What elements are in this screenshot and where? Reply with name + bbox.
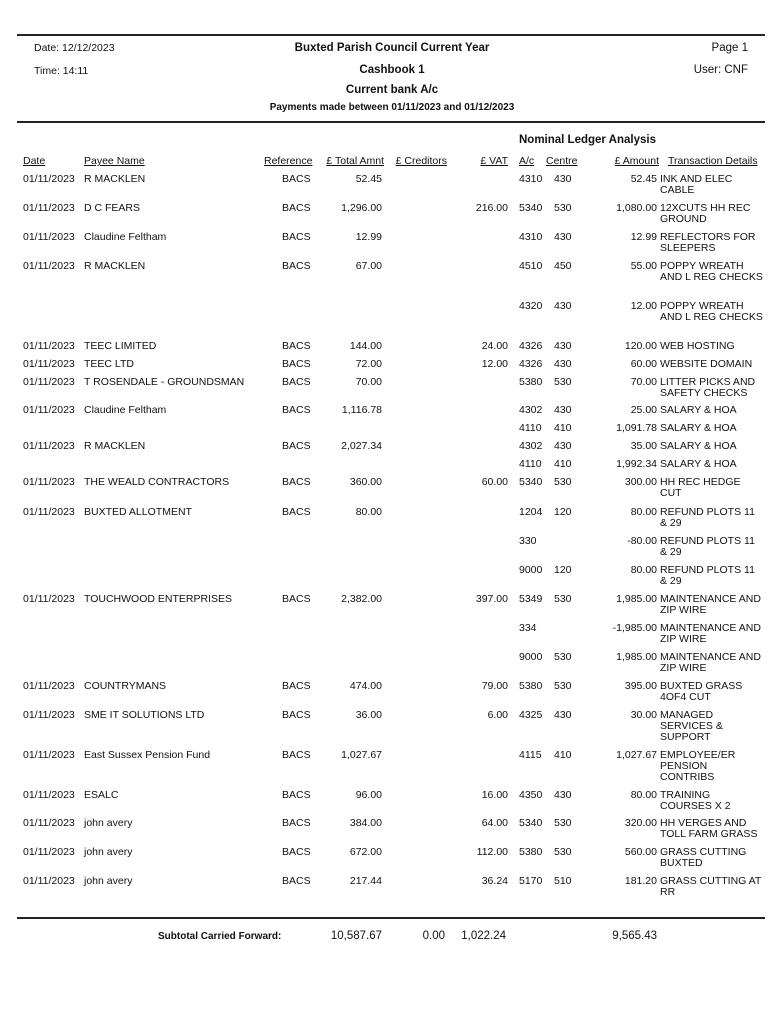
row-details: REFUND PLOTS 11 & 29: [660, 564, 755, 587]
row-reference: BACS: [282, 340, 311, 352]
col-header-amount: £ Amount: [614, 155, 659, 167]
row-reference: BACS: [282, 506, 311, 518]
report-time: Time: 14:11: [34, 65, 89, 77]
row-total: 2,027.34: [341, 440, 382, 452]
row-total: 72.00: [355, 358, 382, 370]
row-centre: 430: [554, 404, 572, 416]
row-amount: 300.00: [624, 476, 657, 488]
col-header-centre: Centre: [546, 155, 578, 167]
row-payee: Claudine Feltham: [84, 231, 167, 243]
report-user: User: CNF: [693, 64, 748, 76]
row-amount: 1,992.34: [616, 458, 657, 470]
row-ac: 330: [519, 535, 537, 547]
col-header-creditors: £ Creditors: [395, 155, 447, 167]
row-amount: 70.00: [630, 376, 657, 388]
row-total: 2,382.00: [341, 593, 382, 605]
row-vat: 16.00: [481, 789, 508, 801]
row-total: 474.00: [349, 680, 382, 692]
row-date: 01/11/2023: [23, 202, 75, 214]
row-reference: BACS: [282, 749, 311, 761]
row-amount: 1,091.78: [616, 422, 657, 434]
row-amount: 80.00: [630, 506, 657, 518]
row-total: 12.99: [355, 231, 382, 243]
row-details: BUXTED GRASS 4OF4 CUT: [660, 680, 743, 703]
row-centre: 530: [554, 817, 572, 829]
row-amount: 30.00: [630, 709, 657, 721]
row-reference: BACS: [282, 789, 311, 801]
row-details: SALARY & HOA: [660, 440, 737, 452]
row-ac: 5340: [519, 476, 543, 488]
row-total: 672.00: [349, 846, 382, 858]
row-centre: 430: [554, 709, 572, 721]
report-subtitle: Cashbook 1: [359, 64, 425, 76]
row-amount: 80.00: [630, 564, 657, 576]
row-amount: 1,027.67: [616, 749, 657, 761]
row-amount: 395.00: [624, 680, 657, 692]
row-details: 12XCUTS HH REC GROUND: [660, 202, 751, 225]
row-vat: 60.00: [481, 476, 508, 488]
row-details: MAINTENANCE AND ZIP WIRE: [660, 651, 761, 674]
footer-rule: [17, 917, 765, 919]
col-header-total: £ Total Amnt: [326, 155, 384, 167]
row-reference: BACS: [282, 173, 311, 185]
row-ac: 4310: [519, 173, 543, 185]
row-ac: 4310: [519, 231, 543, 243]
row-vat: 6.00: [487, 709, 508, 721]
subtotal-creditors: 0.00: [422, 930, 445, 942]
report-account: Current bank A/c: [345, 84, 439, 96]
row-date: 01/11/2023: [23, 593, 75, 605]
row-details: POPPY WREATH AND L REG CHECKS: [660, 300, 763, 323]
row-total: 70.00: [355, 376, 382, 388]
row-reference: BACS: [282, 231, 311, 243]
row-details: MAINTENANCE AND ZIP WIRE: [660, 622, 761, 645]
row-amount: 80.00: [630, 789, 657, 801]
row-vat: 12.00: [481, 358, 508, 370]
row-ac: 5380: [519, 680, 543, 692]
row-date: 01/11/2023: [23, 476, 75, 488]
row-total: 384.00: [349, 817, 382, 829]
row-reference: BACS: [282, 376, 311, 388]
row-details: GRASS CUTTING AT RR: [660, 875, 762, 898]
row-payee: R MACKLEN: [84, 440, 146, 452]
row-ac: 4302: [519, 404, 543, 416]
row-details: SALARY & HOA: [660, 404, 737, 416]
row-centre: 430: [554, 789, 572, 801]
row-ac: 4326: [519, 358, 543, 370]
row-total: 144.00: [349, 340, 382, 352]
row-payee: SME IT SOLUTIONS LTD: [84, 709, 205, 721]
row-ac: 4110: [519, 458, 542, 470]
row-ac: 4325: [519, 709, 543, 721]
row-ac: 5380: [519, 846, 543, 858]
row-reference: BACS: [282, 817, 311, 829]
row-payee: R MACKLEN: [84, 173, 146, 185]
row-amount: 35.00: [630, 440, 657, 452]
row-reference: BACS: [282, 680, 311, 692]
col-header-date: Date: [23, 155, 46, 167]
row-ac: 5340: [519, 817, 543, 829]
row-centre: 120: [554, 564, 572, 576]
row-details: MAINTENANCE AND ZIP WIRE: [660, 593, 761, 616]
row-ac: 4320: [519, 300, 543, 312]
page-number: Page 1: [711, 42, 748, 54]
row-details: WEB HOSTING: [660, 340, 735, 352]
row-payee: john avery: [84, 817, 133, 829]
row-date: 01/11/2023: [23, 846, 75, 858]
col-header-vat: £ VAT: [480, 155, 508, 167]
row-centre: 510: [554, 875, 572, 887]
row-details: POPPY WREATH AND L REG CHECKS: [660, 260, 763, 283]
row-ac: 5340: [519, 202, 543, 214]
row-amount: 320.00: [624, 817, 657, 829]
row-vat: 397.00: [475, 593, 508, 605]
row-amount: 181.20: [624, 875, 657, 887]
row-date: 01/11/2023: [23, 358, 75, 370]
row-amount: 25.00: [630, 404, 657, 416]
row-amount: 120.00: [624, 340, 657, 352]
row-amount: 12.99: [630, 231, 657, 243]
row-payee: COUNTRYMANS: [84, 680, 167, 692]
report-title: Buxted Parish Council Current Year: [294, 42, 490, 54]
row-ac: 4115: [519, 749, 542, 761]
row-details: SALARY & HOA: [660, 422, 737, 434]
section-title: Nominal Ledger Analysis: [519, 134, 656, 146]
row-details: HH VERGES AND TOLL FARM GRASS: [660, 817, 758, 840]
row-details: HH REC HEDGE CUT: [660, 476, 741, 499]
row-total: 1,116.78: [341, 404, 382, 416]
row-amount: 52.45: [630, 173, 657, 185]
row-details: WEBSITE DOMAIN: [660, 358, 753, 370]
row-date: 01/11/2023: [23, 340, 75, 352]
row-ac: 4510: [519, 260, 543, 272]
row-centre: 120: [554, 506, 572, 518]
row-details: MANAGED SERVICES & SUPPORT: [660, 709, 723, 743]
row-date: 01/11/2023: [23, 376, 75, 388]
row-centre: 530: [554, 680, 572, 692]
row-details: REFUND PLOTS 11 & 29: [660, 535, 755, 558]
row-centre: 430: [554, 340, 572, 352]
row-amount: 1,985.00: [616, 593, 657, 605]
row-centre: 430: [554, 358, 572, 370]
row-centre: 530: [554, 476, 572, 488]
row-amount: -1,985.00: [612, 622, 657, 634]
row-payee: TEEC LIMITED: [84, 340, 157, 352]
row-reference: BACS: [282, 846, 311, 858]
row-reference: BACS: [282, 358, 311, 370]
row-reference: BACS: [282, 404, 311, 416]
row-amount: -80.00: [627, 535, 657, 547]
row-centre: 530: [554, 593, 572, 605]
row-centre: 410: [554, 749, 572, 761]
row-date: 01/11/2023: [23, 680, 75, 692]
row-total: 360.00: [349, 476, 382, 488]
row-reference: BACS: [282, 476, 311, 488]
row-centre: 430: [554, 231, 572, 243]
row-total: 52.45: [355, 173, 382, 185]
row-centre: 530: [554, 202, 572, 214]
row-date: 01/11/2023: [23, 817, 75, 829]
row-ac: 1204: [519, 506, 543, 518]
row-date: 01/11/2023: [23, 231, 75, 243]
row-ac: 9000: [519, 564, 543, 576]
row-centre: 430: [554, 173, 572, 185]
row-total: 217.44: [349, 875, 382, 887]
row-payee: R MACKLEN: [84, 260, 146, 272]
row-payee: BUXTED ALLOTMENT: [84, 506, 192, 518]
row-payee: TEEC LTD: [84, 358, 134, 370]
row-reference: BACS: [282, 709, 311, 721]
row-payee: T ROSENDALE - GROUNDSMAN: [84, 376, 245, 388]
col-header-ac: A/c: [519, 155, 535, 167]
row-payee: THE WEALD CONTRACTORS: [84, 476, 230, 488]
row-ac: 5380: [519, 376, 543, 388]
row-details: SALARY & HOA: [660, 458, 737, 470]
row-details: REFUND PLOTS 11 & 29: [660, 506, 755, 529]
row-date: 01/11/2023: [23, 404, 75, 416]
row-ac: 334: [519, 622, 537, 634]
row-date: 01/11/2023: [23, 875, 75, 887]
row-reference: BACS: [282, 875, 311, 887]
top-rule: [17, 34, 765, 36]
row-vat: 24.00: [481, 340, 508, 352]
row-total: 1,027.67: [341, 749, 382, 761]
row-ac: 4326: [519, 340, 543, 352]
subtotal-total: 10,587.67: [330, 930, 382, 942]
row-reference: BACS: [282, 260, 311, 272]
row-centre: 530: [554, 651, 572, 663]
row-payee: ESALC: [84, 789, 119, 801]
row-centre: 410: [554, 422, 572, 434]
row-date: 01/11/2023: [23, 789, 75, 801]
row-reference: BACS: [282, 593, 311, 605]
row-payee: TOUCHWOOD ENTERPRISES: [84, 593, 232, 605]
row-date: 01/11/2023: [23, 260, 75, 272]
row-date: 01/11/2023: [23, 506, 75, 518]
row-date: 01/11/2023: [23, 173, 75, 185]
row-ac: 5170: [519, 875, 543, 887]
row-vat: 216.00: [475, 202, 508, 214]
row-details: EMPLOYEE/ER PENSION CONTRIBS: [660, 749, 736, 783]
row-ac: 4350: [519, 789, 543, 801]
row-centre: 530: [554, 376, 572, 388]
row-details: LITTER PICKS AND SAFETY CHECKS: [660, 376, 756, 399]
row-vat: 79.00: [481, 680, 508, 692]
row-details: TRAINING COURSES X 2: [660, 789, 731, 812]
row-payee: East Sussex Pension Fund: [84, 749, 211, 761]
row-ac: 9000: [519, 651, 543, 663]
row-payee: john avery: [84, 846, 133, 858]
row-ac: 4110: [519, 422, 542, 434]
row-amount: 560.00: [624, 846, 657, 858]
row-total: 1,296.00: [341, 202, 382, 214]
row-vat: 64.00: [481, 817, 508, 829]
row-amount: 60.00: [630, 358, 657, 370]
row-centre: 410: [554, 458, 572, 470]
row-total: 80.00: [355, 506, 382, 518]
report-date: Date: 12/12/2023: [34, 42, 115, 54]
row-centre: 430: [554, 440, 572, 452]
row-amount: 1,985.00: [616, 651, 657, 663]
row-centre: 450: [554, 260, 572, 272]
row-amount: 12.00: [630, 300, 657, 312]
row-total: 36.00: [355, 709, 382, 721]
header-rule: [17, 121, 765, 123]
row-date: 01/11/2023: [23, 709, 75, 721]
report-period: Payments made between 01/11/2023 and 01/12/2023: [269, 102, 515, 113]
row-reference: BACS: [282, 440, 311, 452]
col-header-reference: Reference: [264, 155, 313, 167]
row-date: 01/11/2023: [23, 749, 75, 761]
subtotal-amount: 9,565.43: [612, 930, 657, 942]
col-header-payee: Payee Name: [84, 155, 145, 167]
row-details: GRASS CUTTING BUXTED: [660, 846, 747, 869]
row-vat: 36.24: [481, 875, 508, 887]
row-vat: 112.00: [476, 846, 508, 858]
subtotal-vat: 1,022.24: [461, 930, 506, 942]
subtotal-label: Subtotal Carried Forward:: [158, 931, 282, 942]
row-centre: 430: [554, 300, 572, 312]
row-payee: Claudine Feltham: [84, 404, 167, 416]
row-total: 67.00: [355, 260, 382, 272]
row-ac: 4302: [519, 440, 543, 452]
row-payee: D C FEARS: [84, 202, 141, 214]
row-payee: john avery: [84, 875, 133, 887]
row-reference: BACS: [282, 202, 311, 214]
row-amount: 55.00: [630, 260, 657, 272]
col-header-details: Transaction Details: [668, 155, 758, 167]
row-details: REFLECTORS FOR SLEEPERS: [660, 231, 756, 254]
row-centre: 530: [554, 846, 572, 858]
row-details: INK AND ELEC CABLE: [660, 173, 733, 196]
row-ac: 5349: [519, 593, 543, 605]
row-total: 96.00: [355, 789, 382, 801]
row-amount: 1,080.00: [616, 202, 657, 214]
row-date: 01/11/2023: [23, 440, 75, 452]
